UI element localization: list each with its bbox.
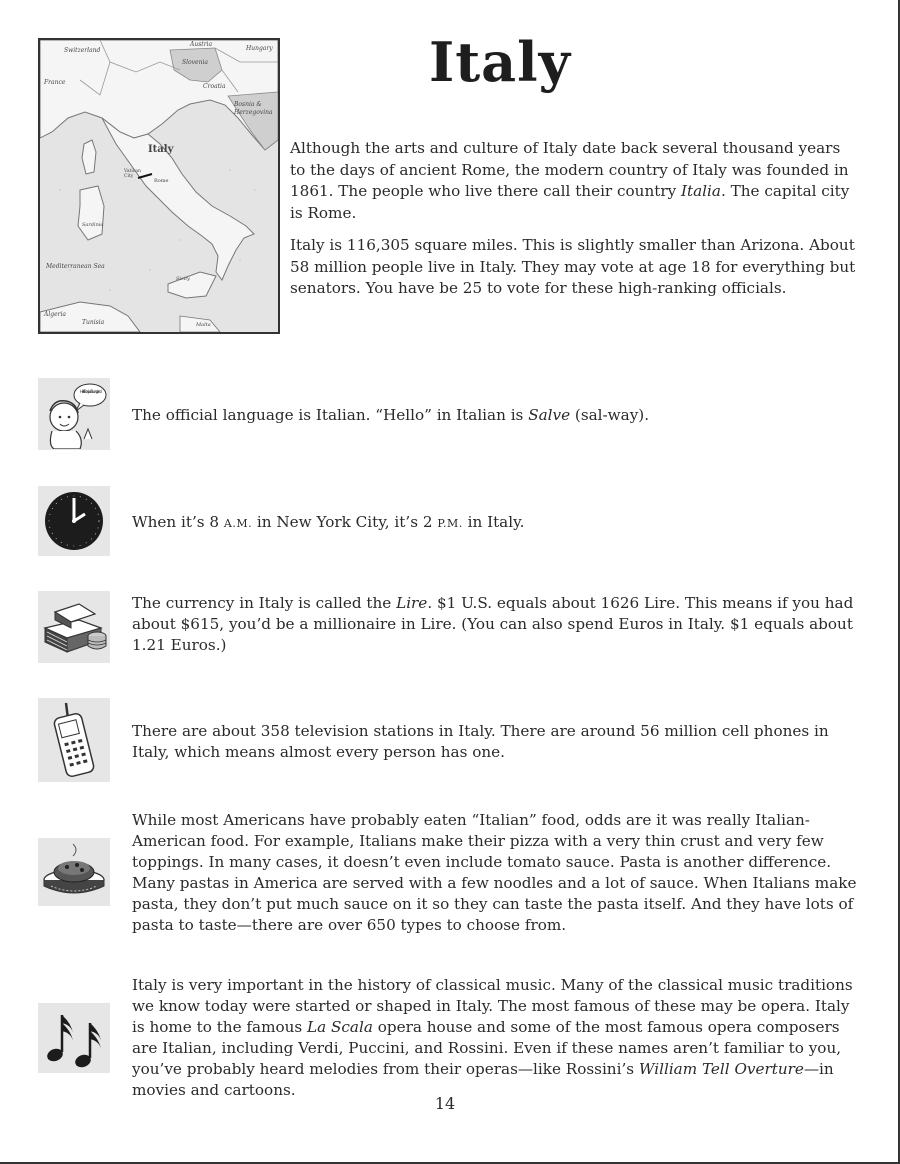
map-label-france: France [44,79,66,86]
music-italic-2: William Tell Overture [638,1060,804,1078]
music-notes-icon [38,1003,110,1073]
language-text: The official language is Italian. “Hello” in Italian is [132,406,529,424]
money-stack-icon [38,591,110,663]
intro-p1-text: Although the arts and culture of Italy date back several thousand years to the days of ancient Rome, the modern country of Italy was founded in 1861. The people who live there call their country [290,139,849,200]
music-fact [132,975,860,1101]
map-label-bosnia-2: Herzegovina [234,109,273,116]
music-text-1: Italy is very important in the history of classical music. Many of the classical music traditions we know today were started or shaped in Italy. The most famous of these may be opera. Italy is home to the famous [132,976,853,1036]
language-fact [132,405,860,426]
map-label-switzerland: Switzerland [64,47,101,54]
intro-p1-italic: Italia [681,182,721,200]
language-text-end: (sal-way). [570,406,650,424]
map-label-mediterranean: Mediterranean Sea [46,263,105,270]
language-italic: Salve [528,406,571,424]
map-label-sardinia: Sardinia [82,222,104,228]
map-label-rome: Rome [154,178,169,184]
map-label-austria: Austria [190,41,213,48]
music-italic-1: La Scala [307,1018,373,1036]
cell-phone-icon [38,698,110,782]
map-label-vatican-2: City [124,174,134,179]
music-text-2: opera house and some of the most famous opera composers are Italian, including Verdi, Puccini, and Rossini. Even if these names aren’t familiar to you, you’ve probably heard melodies from their operas—like Rossini’s [132,1018,842,1078]
map-label-croatia: Croatia [203,83,226,90]
map-label-sicily: Sicily [176,276,190,282]
currency-fact [132,593,860,656]
map-label-malta: Malta [196,322,211,328]
intro-p1-text-end: . The capital city is Rome. [290,182,850,222]
page-title: Italy [428,30,572,94]
clock-icon [38,486,110,556]
currency-text-end: . $1 U.S. equals about 1626 Lire. This means if you had about $615, you’d be a millionaire in Lire. (You can also spend Euros in Italy. $1 equals about 1.21 Euros.) [132,594,854,654]
time-pm: P.M. [437,517,463,530]
time-text-1: When it’s 8 [132,513,224,531]
food-fact: While most Americans have probably eaten “Italian” food, odds are it was really Italian-American food. For example, Italians make their pizza with a very thin crust and very few toppings. In many cases, it doesn’t even include tomato sauce. Pasta is another difference. Many pastas in America are served with a few noodles and a lot of sauce. When Italians make pasta, they don’t put much sauce on it so they can taste the pasta itself. And they have lots of pasta to taste—there are over 650 types to choose from. [132,811,857,934]
map-label-vatican-1: Vatican [124,169,141,174]
music-text-3: —in movies and cartoons. [132,1060,834,1099]
currency-italic: Lire [396,594,428,612]
pizza-plate-icon [38,838,110,906]
intro-paragraph-1 [290,138,860,224]
time-text-2: in New York City, it’s 2 [252,513,438,531]
map-label-tunisia: Tunisia [82,319,105,326]
intro-section [290,138,860,311]
map-label-slovenia: Slovenia [182,59,208,66]
speaking-boy-icon [38,378,110,450]
time-fact [132,512,860,534]
page-number: 14 [434,1094,456,1113]
time-am: A.M. [223,517,253,530]
map-label-algeria: Algeria [44,311,67,318]
tv-phones-fact: There are about 358 television stations in Italy. There are around 56 million cell phones in Italy, which means almost every person has one. [132,722,829,761]
italy-map [38,38,280,334]
speech-bubble-text: Hello! Bonjour! Buongiorno! [80,389,102,394]
map-label-hungary: Hungary [246,45,273,52]
time-text-3: in Italy. [462,513,525,531]
currency-text: The currency in Italy is called the [132,594,397,612]
map-label-bosnia-1: Bosnia & [234,101,262,108]
map-label-italy: Italy [148,144,174,155]
intro-paragraph-2: Italy is 116,305 square miles. This is slightly smaller than Arizona. About 58 million people live in Italy. They may vote at age 18 for everything but senators. You have be 25 to vote for these high-ranking officials. [290,236,856,297]
